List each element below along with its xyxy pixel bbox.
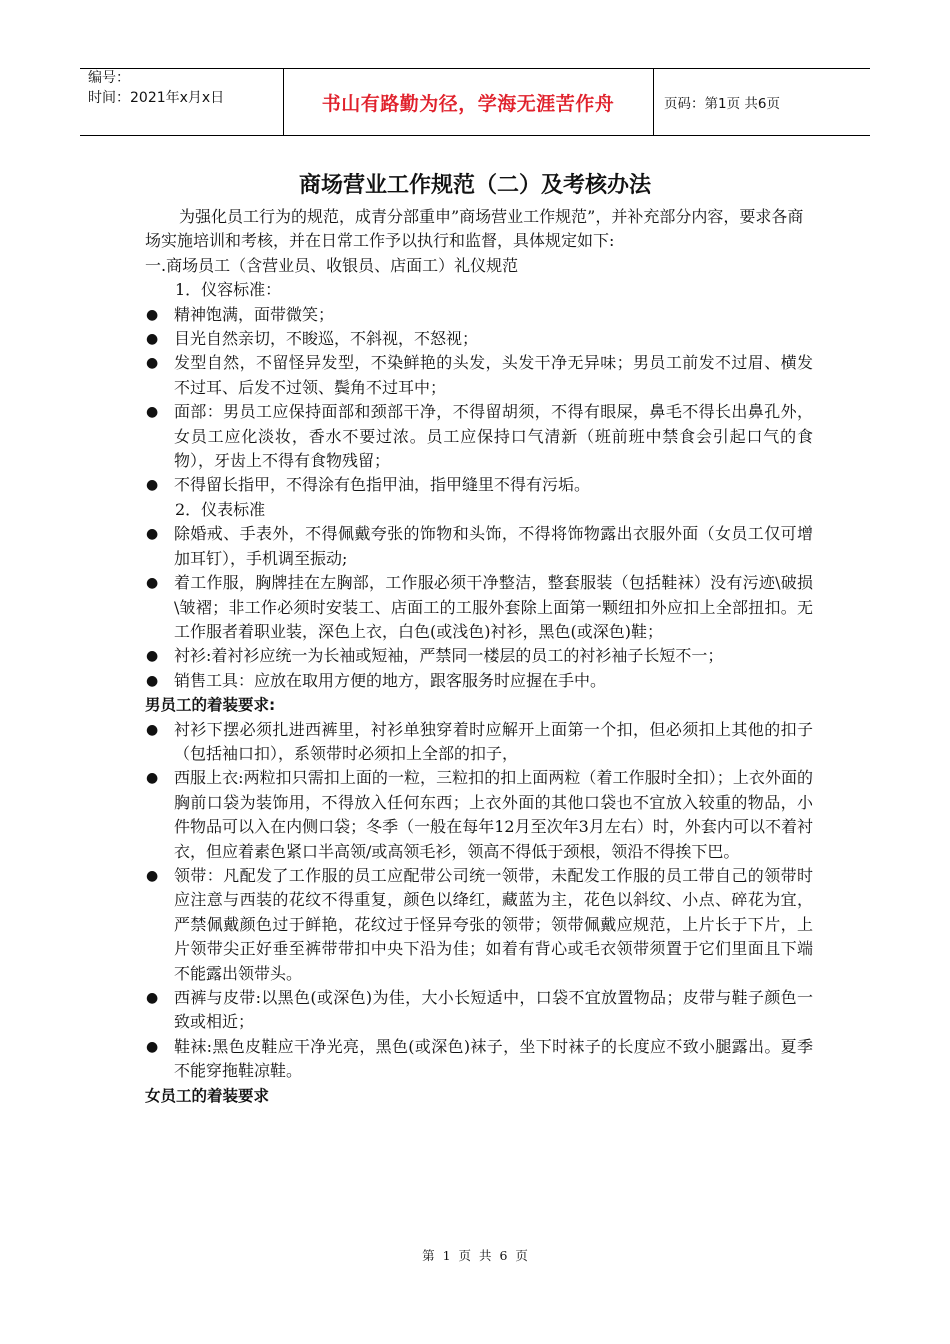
list-item: ● 着工作服，胸牌挂在左胸部，工作服必须干净整洁，整套服装（包括鞋袜）没有污迹\破损\皱褶；非工作必须时安装工、店面工的工服外套除上面第一颗纽扣外应扣上全部扭扣。无工作服者着职业装，深色上衣，白色(或浅色)衬衫，黑色(或深色)鞋； [146, 573, 813, 641]
list-item: ● 精神饱满，面带微笑； [145, 303, 813, 327]
bullet-icon: ● [146, 672, 159, 689]
list-item: ● 西服上衣:两粒扣只需扣上面的一粒，三粒扣的扣上面两粒（着工作服时全扣）；上衣外面的胸前口袋为装饰用，不得放入任何东西；上衣外面的其他口袋也不宜放入较重的物品，小件物品可以入在内侧口袋；冬季（一般在每年12月至次年3月左右）时，外套内可以不着衬衣，但应着素色紧口半高领/或高领毛衫，领高不得低于颈根，领沿不得挨下巴。 [146, 768, 813, 861]
bullet-icon: ● [146, 404, 159, 421]
subsection-heading: 1．仪容标准： [175, 280, 282, 300]
list-item: ● 目光自然亲切，不睃巡，不斜视，不怒视； [145, 327, 813, 351]
list-item: ● 衬衫:着衬衫应统一为长袖或短袖，严禁同一楼层的员工的衬衫袖子长短不一； [145, 644, 813, 668]
list-item: ● 西裤与皮带:以黑色(或深色)为佳，大小长短适中，口袋不宜放置物品；皮带与鞋子颜色一致或相近； [146, 988, 813, 1032]
document-date: 时间：2021年x月x日 [88, 90, 225, 106]
bullet-icon: ● [146, 306, 159, 323]
male-dress-heading: 男员工的着装要求: [145, 696, 276, 715]
header-divider [653, 68, 654, 136]
list-item: ● 面部：男员工应保持面部和颈部干净，不得留胡须，不得有眼屎，鼻毛不得长出鼻孔外，女员工应化淡妆，香水不要过浓。员工应保持口气清新（班前班中禁食会引起口气的食物），牙齿上不得有食物残留； [146, 402, 813, 471]
list-item: ● 销售工具：应放在取用方便的地方，跟客服务时应握在手中。 [145, 669, 813, 693]
page-footer: 第 1 页 共 6 页 [422, 1248, 528, 1263]
bullet-icon: ● [146, 526, 159, 543]
bullet-icon: ● [146, 770, 159, 787]
list-item: ● 发型自然，不留怪异发型，不染鲜艳的头发，头发干净无异味；男员工前发不过眉、横发不过耳、后发不过领、鬓角不过耳中； [146, 353, 813, 397]
bullet-icon: ● [146, 1038, 159, 1055]
bullet-icon: ● [146, 648, 159, 665]
header-page-info: 页码：第1页 共6页 [664, 96, 780, 112]
section-heading: 一.商场员工（含营业员、收银员、店面工）礼仪规范 [145, 255, 519, 275]
subsection-heading: 2．仪表标准 [175, 499, 266, 519]
bullet-icon: ● [146, 477, 159, 494]
list-item: ● 衬衫下摆必须扎进西裤里，衬衫单独穿着时应解开上面第一个扣，但必须扣上其他的扣子（包括袖口扣），系领带时必须扣上全部的扣子， [146, 719, 813, 763]
bullet-icon: ● [146, 331, 159, 348]
document-body [145, 205, 813, 1108]
female-dress-heading: 女员工的着装要求 [145, 1086, 270, 1105]
document-number: 编号： [88, 70, 130, 86]
list-item: ● 鞋袜:黑色皮鞋应干净光亮，黑色(或深色)袜子，坐下时袜子的长度应不致小腿露出。夏季不能穿拖鞋凉鞋。 [146, 1036, 813, 1081]
bullet-icon: ● [146, 721, 159, 738]
header-meta [88, 68, 224, 108]
appearance-list [145, 522, 813, 693]
list-item: ● 不得留长指甲，不得涂有色指甲油，指甲缝里不得有污垢。 [145, 473, 813, 497]
intro-paragraph: 为强化员工行为的规范，成青分部重申”商场营业工作规范”，并补充部分内容，要求各商场实施培训和考核，并在日常工作予以执行和监督，具体规定如下: [145, 207, 804, 251]
list-item: ● 除婚戒、手表外，不得佩戴夸张的饰物和头饰，不得将饰物露出衣服外面（女员工仅可增加耳钉），手机调至振动; [146, 524, 813, 568]
list-item: ● 领带：凡配发了工作服的员工应配带公司统一领带，未配发工作服的员工带自己的领带时应注意与西装的花纹不得重复，颜色以绛红，藏蓝为主，花色以斜纹、小点、碎花为宜，严禁佩戴颜色过于鲜艳，花纹过于怪异夸张的领带；领带佩戴应规范，上片长于下片，上片领带尖正好垂至裤带带扣中央下沿为佳；如着有背心或毛衣领带须置于它们里面且下端不能露出领带头。 [146, 865, 813, 983]
document-title: 商场营业工作规范（二）及考核办法 [298, 173, 651, 198]
bullet-icon: ● [146, 355, 159, 372]
bullet-icon: ● [146, 990, 159, 1006]
bullet-icon: ● [146, 575, 159, 592]
header-motto: 书山有路勤为径，学海无涯苦作舟 [321, 92, 615, 115]
bullet-icon: ● [146, 867, 159, 884]
grooming-list [145, 303, 813, 498]
male-dress-list [145, 718, 813, 1084]
